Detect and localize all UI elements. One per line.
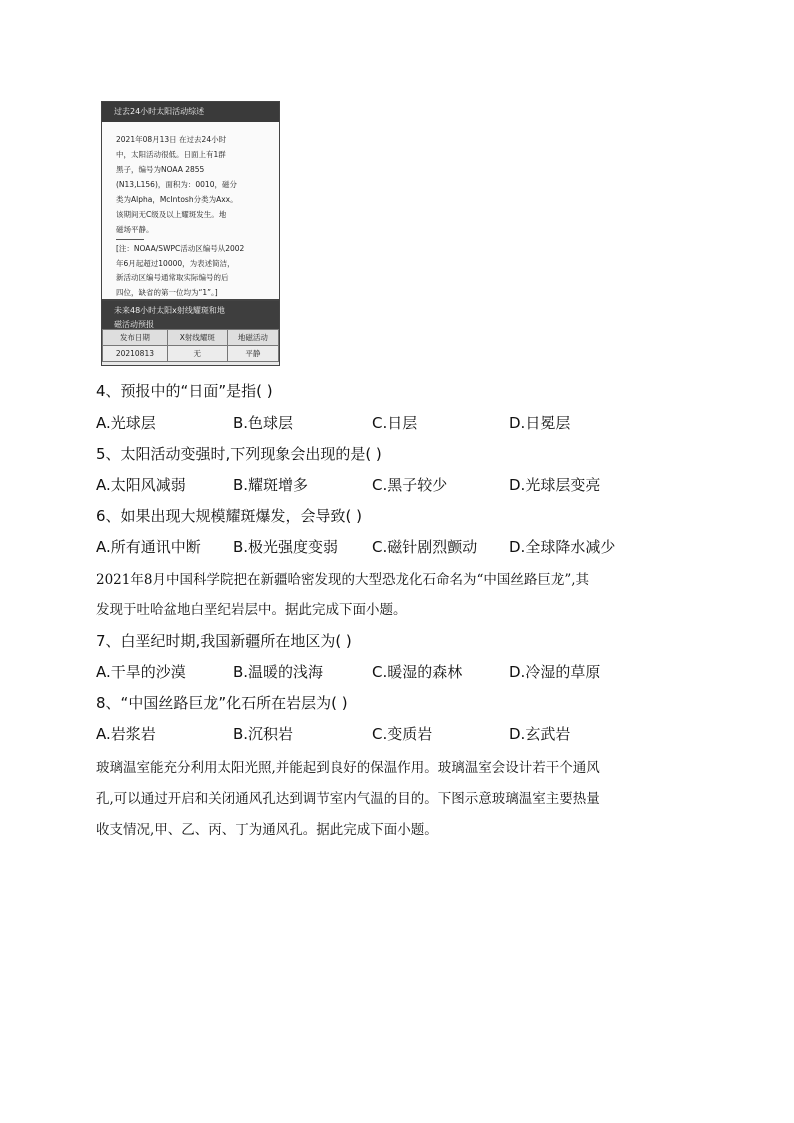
q8-option-b: B.沉积岩 (233, 725, 294, 743)
passage-2-line: 收支情况,甲、乙、丙、丁为通风孔。据此完成下面小题。 (96, 822, 438, 838)
report-line: 磁场平静。 (116, 225, 154, 234)
q6-option-b: B.极光强度变弱 (233, 538, 339, 556)
forecast-header-row (103, 330, 279, 346)
note-line: 新活动区编号通常取实际编号的后 (116, 273, 229, 282)
report-separator (116, 239, 144, 240)
q5-option-b: B.耀斑增多 (233, 476, 309, 494)
q8-option-d: D.玄武岩 (509, 725, 571, 743)
solar-activity-report-image (101, 101, 280, 300)
forecast-data-row (103, 346, 279, 362)
forecast-title (102, 301, 279, 329)
q4-option-a: A.光球层 (96, 414, 156, 432)
report-line: 中，太阳活动很低。日面上有1群 (116, 150, 226, 159)
note-line: [注：NOAA/SWPC活动区编号从2002 (116, 244, 245, 253)
q4-option-c: C.日层 (372, 414, 418, 432)
passage-1-line: 发现于吐哈盆地白垩纪岩层中。据此完成下面小题。 (96, 602, 407, 618)
q7-option-d: D.冷湿的草原 (509, 663, 601, 681)
q6-option-c: C.磁针剧烈颤动 (372, 538, 478, 556)
forecast-title-line: 磁活动预报 (114, 320, 154, 329)
passage-1-line: 2021年8月中国科学院把在新疆哈密发现的大型恐龙化石命名为“中国丝路巨龙”,其 (96, 572, 590, 588)
report-line: 类为Alpha，McIntosh分类为Axx。 (116, 195, 238, 204)
report-line: 该期间无C级及以上耀斑发生。地 (116, 210, 227, 219)
question-5-stem: 5、太阳活动变强时,下列现象会出现的是( ) (96, 445, 382, 463)
q8-option-c: C.变质岩 (372, 725, 433, 743)
report-body (102, 122, 279, 240)
passage-2-line: 孔,可以通过开启和关闭通风孔达到调节室内气温的目的。下图示意玻璃温室主要热量 (96, 791, 600, 807)
note-line: 年6月起超过10000，为表述简洁， (116, 258, 235, 268)
report-note (102, 242, 279, 300)
q5-option-c: C.黑子较少 (372, 476, 448, 494)
forecast-cell: 无 (167, 346, 227, 362)
question-8-stem: 8、“中国丝路巨龙”化石所在岩层为( ) (96, 694, 348, 712)
question-6-stem: 6、如果出现大规模耀斑爆发，会导致( ) (96, 507, 363, 525)
report-line: (N13,L156)，面积为：0010，磁分 (116, 180, 237, 189)
q7-option-b: B.温暖的浅海 (233, 663, 324, 681)
question-7-stem: 7、白垩纪时期,我国新疆所在地区为( ) (96, 632, 352, 650)
forecast-header-cell: 地磁活动 (227, 330, 278, 346)
forecast-table-image (101, 300, 280, 366)
forecast-cell: 20210813 (103, 346, 168, 362)
q7-option-c: C.暖湿的森林 (372, 663, 463, 681)
forecast-table (102, 329, 279, 362)
q8-option-a: A.岩浆岩 (96, 725, 156, 743)
q6-option-a: A.所有通讯中断 (96, 538, 201, 556)
forecast-cell: 平静 (227, 346, 278, 362)
q6-option-d: D.全球降水减少 (509, 538, 616, 556)
forecast-header-cell: 发布日期 (103, 330, 168, 346)
passage-2-line: 玻璃温室能充分利用太阳光照,并能起到良好的保温作用。玻璃温室会设计若干个通风 (96, 760, 600, 776)
forecast-header-cell: X射线耀斑 (167, 330, 227, 346)
question-4-stem: 4、预报中的“日面”是指( ) (96, 382, 273, 400)
note-line: 四位，缺省的第一位均为“1”。] (116, 287, 218, 297)
q4-option-b: B.色球层 (233, 414, 294, 432)
forecast-title-line: 未来48小时太阳x射线耀斑和地 (114, 306, 225, 315)
q5-option-a: A.太阳风减弱 (96, 476, 186, 494)
report-title: 过去24小时太阳活动综述 (102, 102, 279, 122)
report-line: 黑子，编号为NOAA 2855 (116, 165, 205, 174)
q7-option-a: A.干旱的沙漠 (96, 663, 186, 681)
report-line: 2021年08月13日 在过去24小时 (116, 135, 227, 144)
q4-option-d: D.日冕层 (509, 414, 571, 432)
q5-option-d: D.光球层变亮 (509, 476, 601, 494)
